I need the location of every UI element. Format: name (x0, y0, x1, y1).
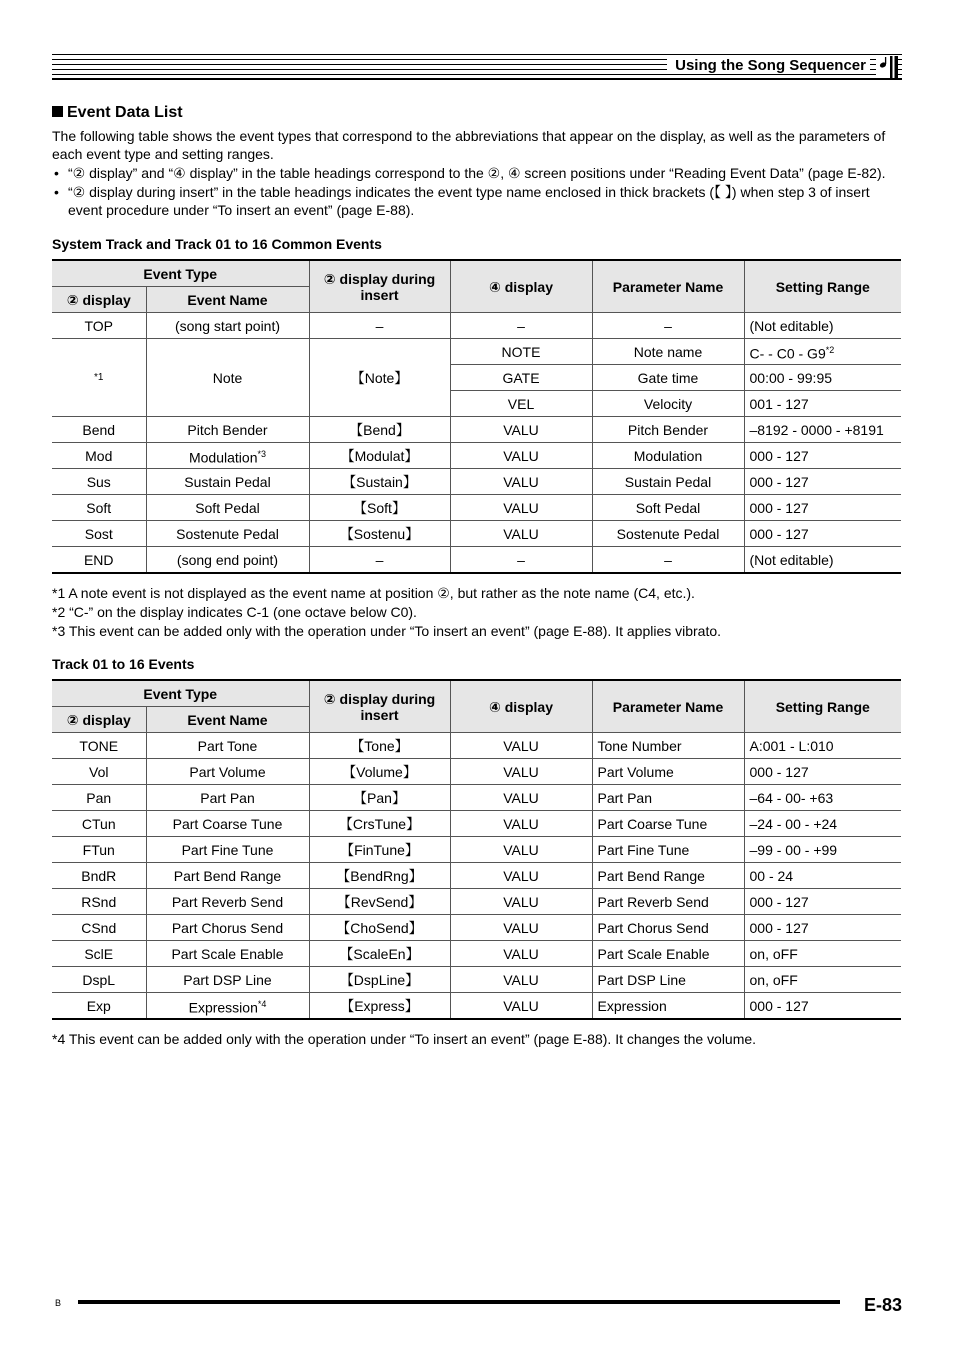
cell-display4: VALU (450, 863, 592, 889)
table-row (52, 417, 901, 443)
main-content (52, 104, 901, 1049)
bullet-item: • “② display” and “④ display” in the table headings correspond to the ②, ④ screen positions under “Reading Event Data” (page E-82). (52, 164, 901, 182)
bullet-item: • “② display during insert” in the table headings indicates the event type name enclosed in thick brackets (【 】) when step 3 of insert event procedure under “To insert an event” (page E-88). (52, 183, 901, 219)
cell-display-insert: 【ChoSend】 (309, 915, 450, 941)
footnote: *2 “C-” on the display indicates C-1 (one octave below C0). (52, 604, 417, 620)
cell-display4: VALU (450, 495, 592, 521)
cell-display4: VALU (450, 941, 592, 967)
cell-event-name: (song end point) (146, 547, 309, 574)
header-display2: ② display (52, 707, 146, 733)
cell-parameter-name: Gate time (592, 365, 744, 391)
cell-setting-range: on, oFF (744, 941, 901, 967)
cell-display2: SclE (52, 941, 146, 967)
footnotes-track (52, 1030, 901, 1049)
table-row (52, 733, 901, 759)
track-events-table (52, 679, 901, 1020)
header-event-name: Event Name (146, 287, 309, 313)
cell-event-name: Part Scale Enable (146, 941, 309, 967)
cell-display4: VALU (450, 915, 592, 941)
cell-display4: – (450, 313, 592, 339)
cell-event-name: Note (146, 339, 309, 417)
table-row (52, 811, 901, 837)
cell-display-insert: – (309, 313, 450, 339)
footnotes-common (52, 584, 901, 641)
cell-parameter-name: Part Chorus Send (592, 915, 744, 941)
track-table-title: Track 01 to 16 Events (52, 656, 195, 672)
table-row (52, 759, 901, 785)
table-row (52, 443, 901, 469)
cell-event-name: Part Chorus Send (146, 915, 309, 941)
cell-display-insert: 【Sustain】 (309, 469, 450, 495)
cell-display2: CTun (52, 811, 146, 837)
cell-parameter-name: Pitch Bender (592, 417, 744, 443)
cell-display-insert: 【DspLine】 (309, 967, 450, 993)
page-footer (52, 1290, 902, 1320)
cell-display4: VALU (450, 521, 592, 547)
table-row (52, 313, 901, 339)
cell-event-name: (song start point) (146, 313, 309, 339)
header-setting-range: Setting Range (744, 260, 901, 313)
cell-event-name: Sustain Pedal (146, 469, 309, 495)
cell-display2: Bend (52, 417, 146, 443)
cell-setting-range: (Not editable) (744, 547, 901, 574)
footer-rule (78, 1300, 840, 1304)
table-row (52, 889, 901, 915)
cell-display2: Vol (52, 759, 146, 785)
cell-setting-range: 000 - 127 (744, 469, 901, 495)
cell-display4: VALU (450, 417, 592, 443)
cell-display4: GATE (450, 365, 592, 391)
cell-setting-range: 00 - 24 (744, 863, 901, 889)
cell-display2: Sost (52, 521, 146, 547)
cell-display2: Pan (52, 785, 146, 811)
cell-event-name: Part Coarse Tune (146, 811, 309, 837)
cell-display-insert: 【Volume】 (309, 759, 450, 785)
cell-parameter-name: Part DSP Line (592, 967, 744, 993)
cell-display-insert: 【Modulat】 (309, 443, 450, 469)
cell-display4: VALU (450, 733, 592, 759)
cell-display4: VALU (450, 469, 592, 495)
cell-display-insert: 【Pan】 (309, 785, 450, 811)
header-event-type: Event Type (52, 680, 309, 707)
footnote-ref: *3 (257, 448, 266, 459)
cell-event-name: Modulation$^{*3}$ (146, 443, 309, 469)
cell-setting-range: on, oFF (744, 967, 901, 993)
header-display-insert: ② display during insert (309, 260, 450, 313)
table-row (52, 863, 901, 889)
cell-display-insert: 【ScaleEn】 (309, 941, 450, 967)
cell-display2: FTun (52, 837, 146, 863)
footer-mark: B (55, 1298, 62, 1308)
cell-display-insert: 【Tone】 (309, 733, 450, 759)
cell-display4: VALU (450, 759, 592, 785)
table-row (52, 837, 901, 863)
cell-display-insert: 【Bend】 (309, 417, 450, 443)
cell-setting-range: 000 - 127 (744, 915, 901, 941)
cell-display2: CSnd (52, 915, 146, 941)
cell-parameter-name: – (592, 547, 744, 574)
cell-display2: DspL (52, 967, 146, 993)
footnote: *3 This event can be added only with the operation under “To insert an event” (page E-88). It applies vibrato. (52, 623, 722, 639)
cell-display4: VALU (450, 811, 592, 837)
cell-parameter-name: Part Pan (592, 785, 744, 811)
cell-setting-range: 00:00 - 99:95 (744, 365, 901, 391)
cell-display2: RSnd (52, 889, 146, 915)
cell-parameter-name: Modulation (592, 443, 744, 469)
staff-line (52, 54, 902, 55)
table-row (52, 547, 901, 574)
cell-parameter-name: Soft Pedal (592, 495, 744, 521)
staff-line (52, 74, 902, 75)
cell-display-insert: 【Note】 (309, 339, 450, 417)
cell-setting-range: C- - C0 - G9$^{*2}$ (744, 339, 901, 365)
cell-display-insert: – (309, 547, 450, 574)
cell-parameter-name: Part Reverb Send (592, 889, 744, 915)
cell-display-insert: 【Soft】 (309, 495, 450, 521)
cell-display2: Soft (52, 495, 146, 521)
cell-setting-range: 000 - 127 (744, 495, 901, 521)
table-row (52, 469, 901, 495)
cell-setting-range: A:001 - L:010 (744, 733, 901, 759)
cell-display4: VALU (450, 785, 592, 811)
cell-display4: VALU (450, 889, 592, 915)
cell-display4: VALU (450, 993, 592, 1020)
cell-parameter-name: Part Volume (592, 759, 744, 785)
cell-display4: VALU (450, 837, 592, 863)
cell-setting-range: 001 - 127 (744, 391, 901, 417)
common-events-table (52, 259, 901, 574)
header-display4: ④ display (450, 680, 592, 733)
table-row (52, 339, 901, 365)
section-title: Event Data List (52, 104, 901, 122)
header-setting-range: Setting Range (744, 680, 901, 733)
cell-parameter-name: Velocity (592, 391, 744, 417)
cell-display2: Sus (52, 469, 146, 495)
cell-display-insert: 【CrsTune】 (309, 811, 450, 837)
cell-display4: – (450, 547, 592, 574)
intro-text: The following table shows the event types that correspond to the abbreviations that appear on the display, as well as the parameters of each event type and setting ranges. (52, 128, 886, 162)
table-row (52, 495, 901, 521)
cell-display-insert: 【BendRng】 (309, 863, 450, 889)
cell-parameter-name: Part Bend Range (592, 863, 744, 889)
cell-setting-range: 000 - 127 (744, 521, 901, 547)
header-display-insert: ② display during insert (309, 680, 450, 733)
cell-display2: BndR (52, 863, 146, 889)
cell-display2: Exp (52, 993, 146, 1020)
table-row (52, 521, 901, 547)
cell-display2: *1 (52, 339, 146, 417)
cell-event-name: Pitch Bender (146, 417, 309, 443)
cell-display-insert: 【Express】 (309, 993, 450, 1020)
cell-display-insert: 【Sostenu】 (309, 521, 450, 547)
table-row (52, 993, 901, 1020)
cell-parameter-name: – (592, 313, 744, 339)
cell-setting-range: 000 - 127 (744, 443, 901, 469)
cell-display2: Mod (52, 443, 146, 469)
cell-display-insert: 【FinTune】 (309, 837, 450, 863)
cell-setting-range: –24 - 00 - +24 (744, 811, 901, 837)
cell-parameter-name: Note name (592, 339, 744, 365)
bullet-list (52, 164, 901, 219)
cell-event-name: Part Tone (146, 733, 309, 759)
cell-event-name: Part Pan (146, 785, 309, 811)
cell-event-name: Expression$^{*4}$ (146, 993, 309, 1020)
cell-parameter-name: Sustain Pedal (592, 469, 744, 495)
header-parameter-name: Parameter Name (592, 680, 744, 733)
cell-display2: END (52, 547, 146, 574)
footnote: *1 A note event is not displayed as the event name at position ②, but rather as the note name (C4, etc.). (52, 585, 695, 601)
cell-parameter-name: Expression (592, 993, 744, 1020)
square-bullet-icon (52, 106, 63, 117)
cell-event-name: Part Volume (146, 759, 309, 785)
cell-event-name: Part Fine Tune (146, 837, 309, 863)
cell-event-name: Soft Pedal (146, 495, 309, 521)
cell-parameter-name: Sostenute Pedal (592, 521, 744, 547)
cell-parameter-name: Part Coarse Tune (592, 811, 744, 837)
header-event-type: Event Type (52, 260, 309, 287)
cell-display2: TONE (52, 733, 146, 759)
cell-display4: VEL (450, 391, 592, 417)
page-header (52, 54, 902, 80)
header-parameter-name: Parameter Name (592, 260, 744, 313)
cell-display4: NOTE (450, 339, 592, 365)
cell-display4: VALU (450, 967, 592, 993)
table-row (52, 785, 901, 811)
cell-event-name: Sostenute Pedal (146, 521, 309, 547)
footnote: *4 This event can be added only with the operation under “To insert an event” (page E-88). It changes the volume. (52, 1031, 757, 1047)
cell-setting-range: –99 - 00 - +99 (744, 837, 901, 863)
cell-setting-range: (Not editable) (744, 313, 901, 339)
table-row (52, 941, 901, 967)
common-table-title: System Track and Track 01 to 16 Common Events (52, 236, 382, 252)
page-number: E-83 (863, 1295, 902, 1315)
header-title: Using the Song Sequencer (667, 57, 870, 74)
footnote-ref: *4 (257, 998, 267, 1009)
note-icon (876, 56, 898, 78)
header-display4: ④ display (450, 260, 592, 313)
table-row (52, 915, 901, 941)
cell-display-insert: 【RevSend】 (309, 889, 450, 915)
cell-setting-range: 000 - 127 (744, 889, 901, 915)
cell-setting-range: –8192 - 0000 - +8191 (744, 417, 901, 443)
header-display2: ② display (52, 287, 146, 313)
cell-parameter-name: Part Fine Tune (592, 837, 744, 863)
table-row (52, 967, 901, 993)
cell-parameter-name: Tone Number (592, 733, 744, 759)
cell-setting-range: 000 - 127 (744, 759, 901, 785)
cell-event-name: Part Bend Range (146, 863, 309, 889)
cell-setting-range: 000 - 127 (744, 993, 901, 1020)
cell-event-name: Part DSP Line (146, 967, 309, 993)
cell-setting-range: –64 - 00- +63 (744, 785, 901, 811)
cell-display2: TOP (52, 313, 146, 339)
cell-parameter-name: Part Scale Enable (592, 941, 744, 967)
header-event-name: Event Name (146, 707, 309, 733)
cell-event-name: Part Reverb Send (146, 889, 309, 915)
cell-display4: VALU (450, 443, 592, 469)
footnote-ref: *2 (825, 344, 835, 355)
staff-line (52, 78, 902, 80)
